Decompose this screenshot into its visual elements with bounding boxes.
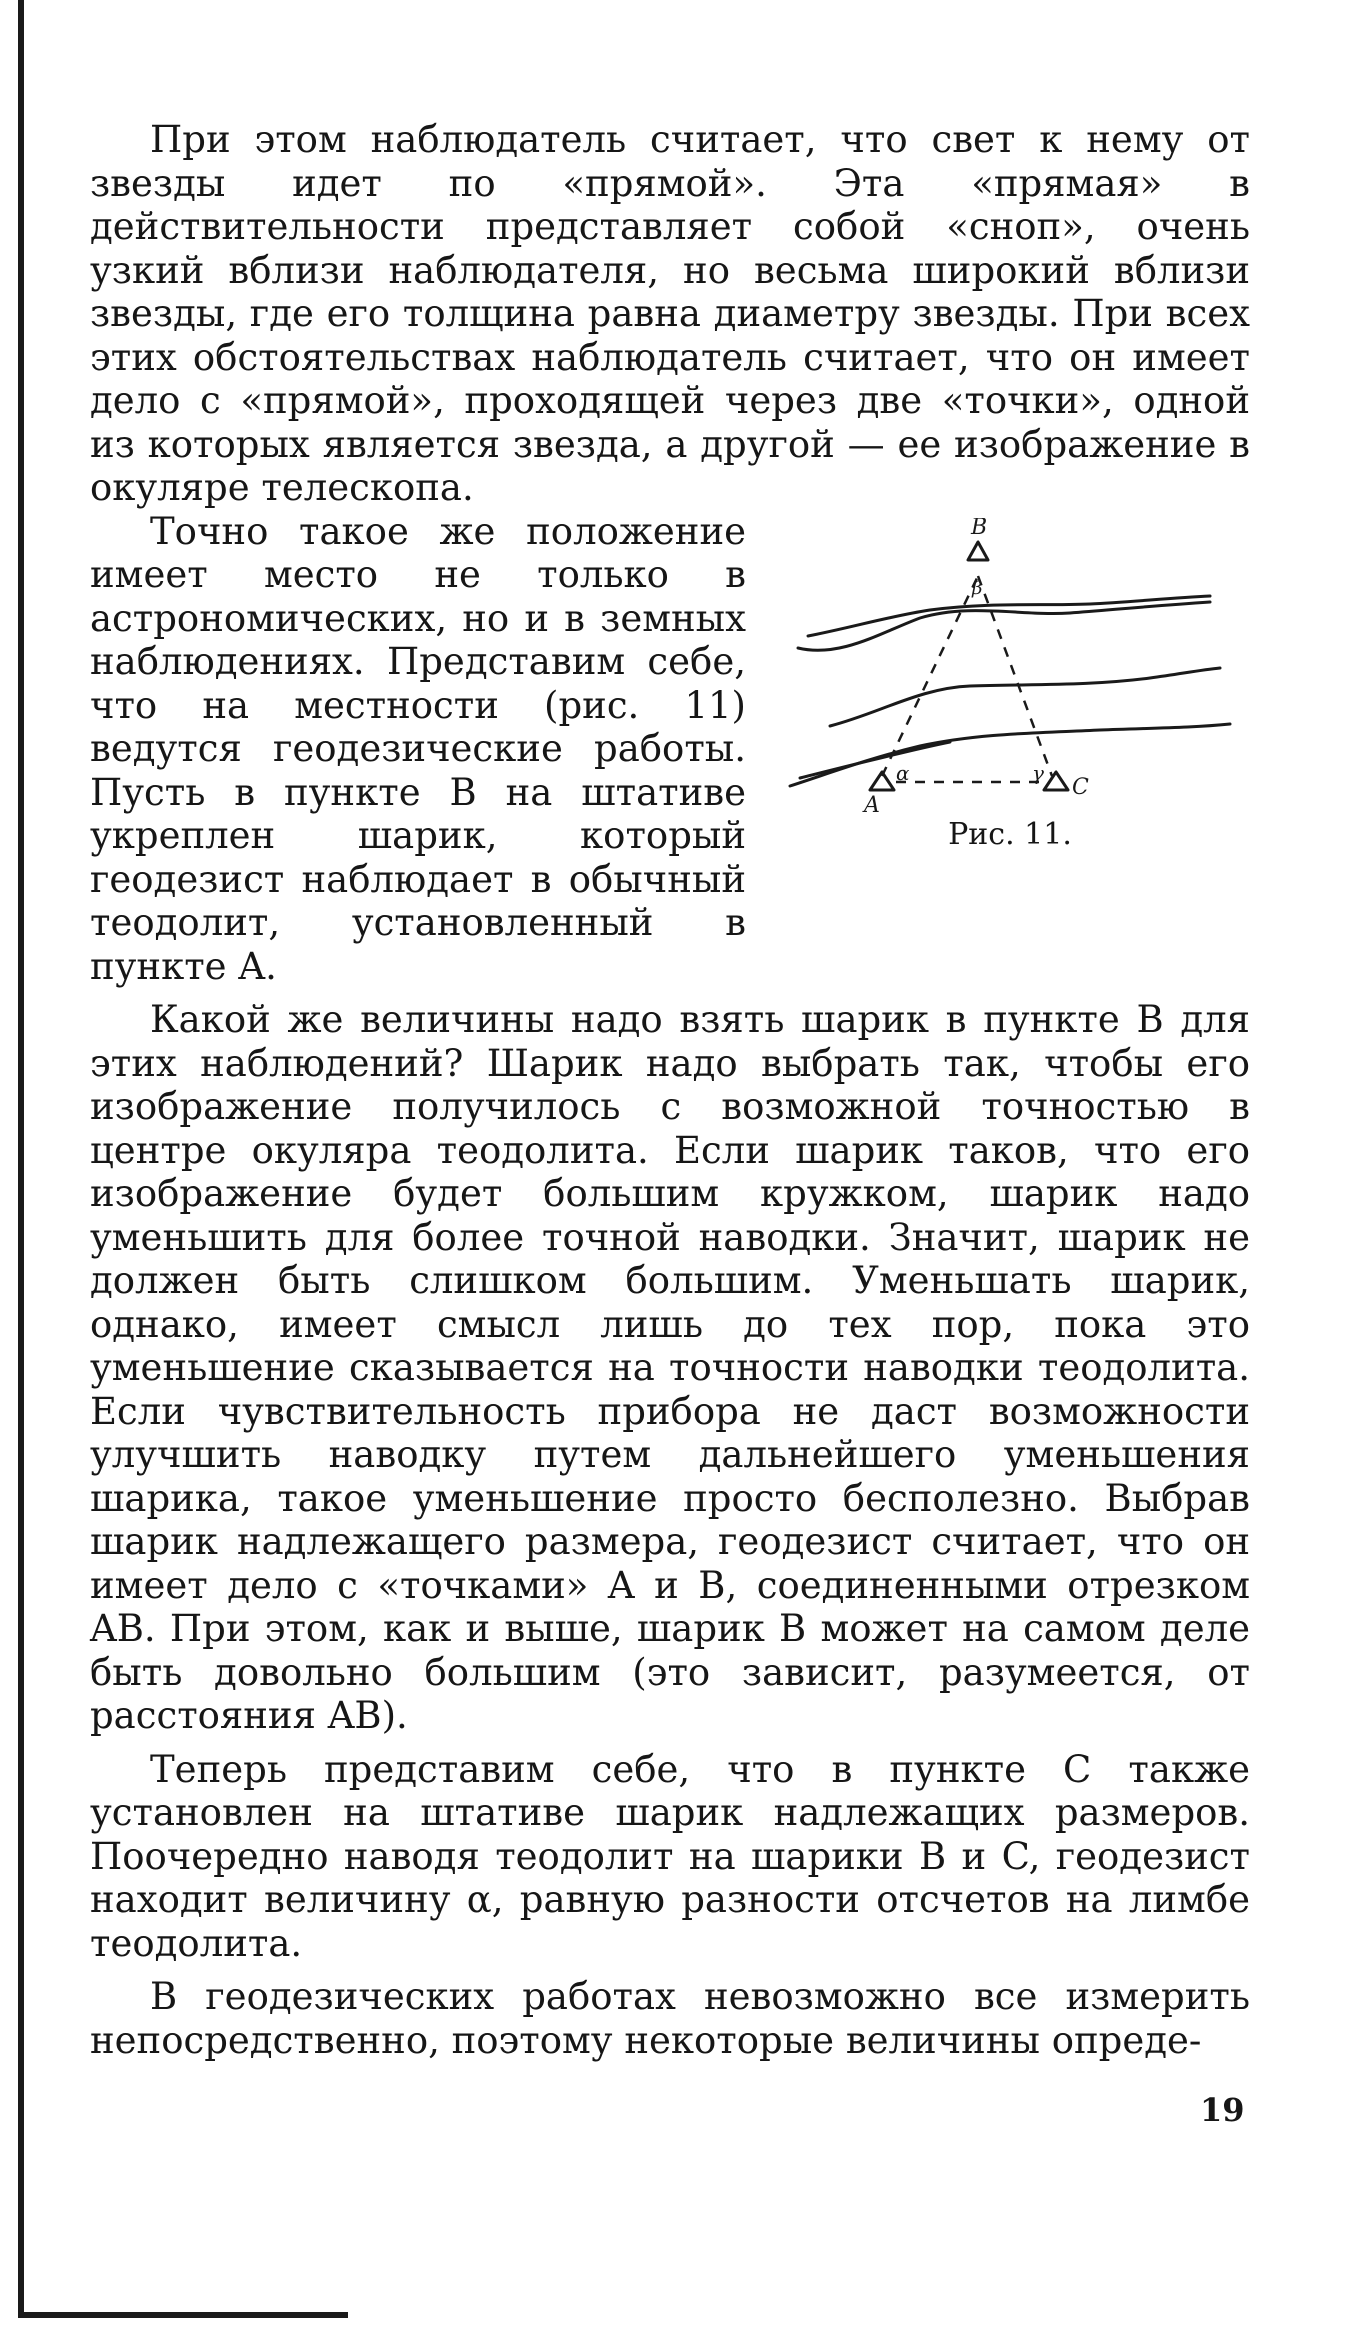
label-beta: β — [972, 577, 983, 599]
paragraph-1: При этом наблюдатель считает, что свет к нему от звезды идет по «прямой». Эта «прямая» в действительности представляет собой «сноп», очень узкий вблизи наблюдателя, но весьма широкий вблизи звезды, где его толщина равна диаметру звезды. При всех этих обстоятельствах наблюдатель считает, что он имеет дело с «прямой», проходящей через две «точки», одной из которых является звезда, а другой — ее изображение в окуляре телескопа. — [90, 118, 1250, 509]
terrain-line — [790, 724, 1230, 786]
paragraph-2: Точно такое же положение имеет место не только в астрономических, но и в земных наблюдениях. Представим себе, что на местности (рис. 11) ведутся геодезические работы. Пусть в пункте B на штативе укреплен шарик, который геодезист наблюдает в обычный теодолит, установленный в пункте A. — [90, 509, 746, 988]
paragraph-3: Какой же величины надо взять шарик в пункте B для этих наблюдений? Шарик надо выбрать так, чтобы его изображение получилось с возможной точностью в центре окуляра теодолита. Если шарик таков, что его изображение будет большим кружком, шарик надо уменьшить для более точной наводки. Значит, шарик не должен быть слишком большим. Уменьшать шарик, однако, имеет смысл лишь до тех пор, пока это уменьшение сказывается на точности наводки теодолита. Если чувствительность прибора не даст возможности улучшить наводку путем дальнейшего уменьшения шарика, такое уменьшение просто бесполезно. Выбрав шарик надлежащего размера, геодезист считает, что он имеет дело с «точками» A и B, соединенными отрезком AB. При этом, как и выше, шарик B может на самом деле быть довольно большим (это зависит, разумеется, от расстояния AB). — [90, 998, 1250, 1737]
station-c-triangle — [1044, 772, 1068, 790]
figure-diagram — [770, 518, 1250, 818]
body-text — [90, 118, 1250, 2062]
paragraph-5: В геодезических работах невозможно все измерить непосредственно, поэтому некоторые величины опреде- — [90, 1975, 1250, 2062]
page-number: 19 — [1200, 2091, 1245, 2129]
figure-11 — [770, 518, 1250, 908]
terrain-line — [808, 596, 1210, 636]
paragraph-4: Теперь представим себе, что в пункте C также установлен на штативе шарик надлежащих размеров. Поочередно наводя теодолит на шарики B и C, геодезист находит величину α, равную разности отсчетов на лимбе теодолита. — [90, 1747, 1250, 1965]
terrain-line — [798, 602, 1210, 650]
scan-edge-bottom — [18, 2312, 348, 2318]
figure-caption: Рис. 11. — [948, 816, 1072, 852]
label-b: B — [971, 517, 988, 540]
label-alpha: α — [896, 760, 910, 785]
label-c: C — [1072, 774, 1089, 800]
station-b-triangle — [968, 542, 988, 560]
terrain-line — [800, 742, 950, 778]
station-a-triangle — [870, 772, 894, 790]
terrain-line — [830, 668, 1220, 726]
label-gamma: γ — [1032, 760, 1044, 785]
label-a: A — [864, 792, 880, 818]
scan-edge-left — [18, 0, 24, 2318]
